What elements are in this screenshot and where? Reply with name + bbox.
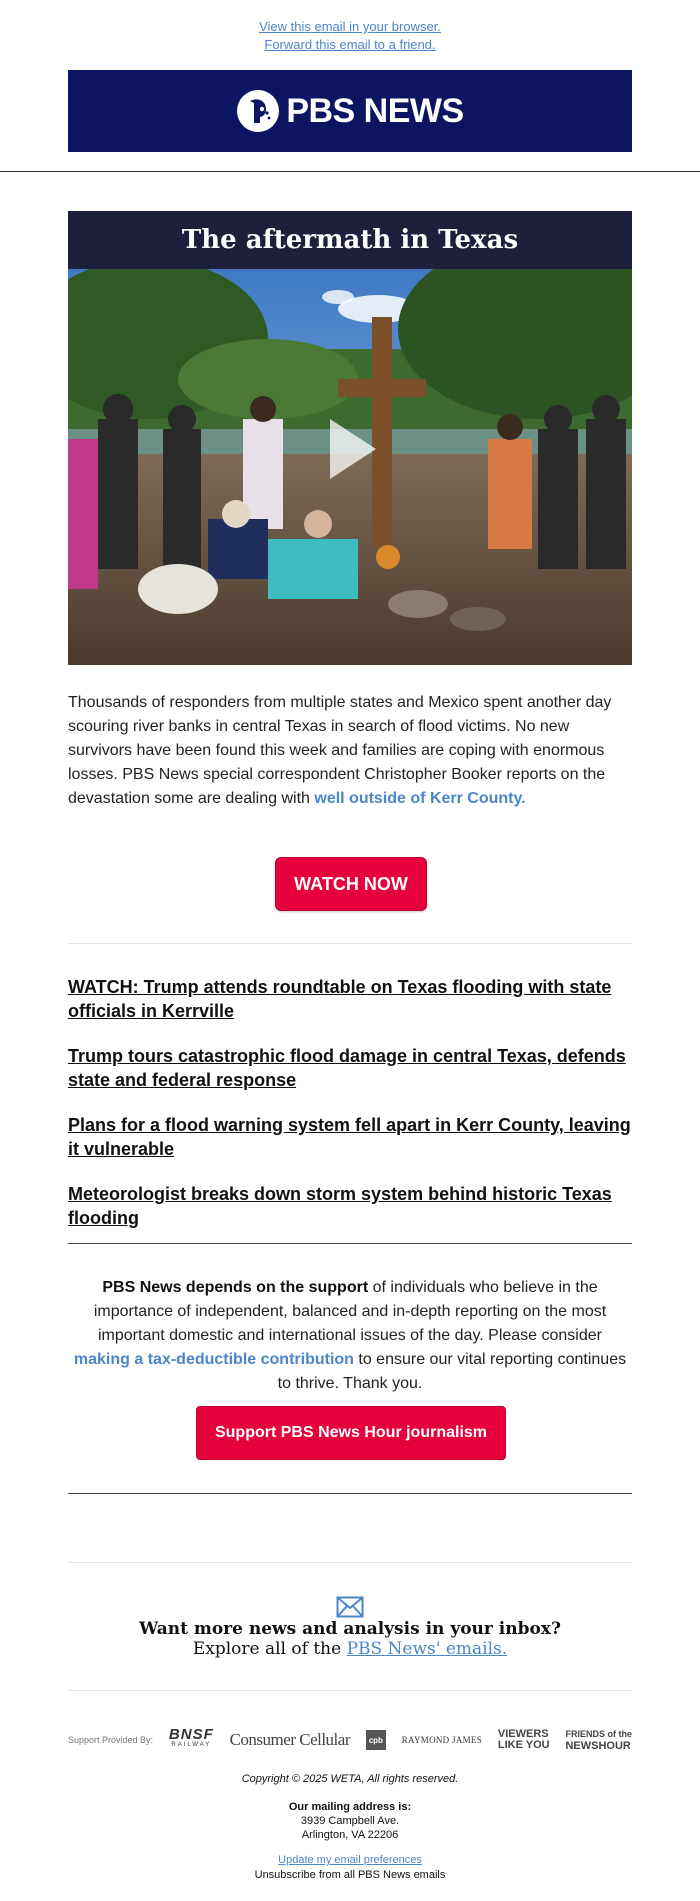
newsletter-divider-bottom	[68, 1690, 632, 1691]
sponsor-label: Support Provided By:	[68, 1735, 154, 1745]
newsletter-explore	[68, 1639, 632, 1659]
headline-item	[68, 1044, 632, 1092]
headline-item	[68, 975, 632, 1023]
cpb-logo[interactable]: cpb	[366, 1730, 386, 1750]
feature-title-bar	[68, 211, 632, 269]
support-lead: PBS News depends on the support	[102, 1279, 369, 1296]
viewers-line-2: LIKE YOU	[497, 1739, 550, 1751]
sponsor-strip	[68, 1726, 632, 1754]
consumer-cellular-logo[interactable]: Consumer Cellular	[229, 1730, 350, 1749]
related-headlines	[68, 975, 632, 1251]
support-journalism-button[interactable]: Support PBS News Hour journalism	[196, 1406, 506, 1460]
newsletter-explore-text: Explore all of the	[192, 1639, 347, 1659]
address-line-1: 3939 Campbell Ave.	[300, 1815, 400, 1827]
bnsf-subtitle: RAILWAY	[171, 1742, 212, 1748]
watch-now-button[interactable]: WATCH NOW	[275, 857, 427, 911]
pbs-head-icon	[236, 89, 280, 133]
feature-story-text: Thousands of responders from multiple states and Mexico spent another day scouring river banks in central Texas in search of flood victims. No new survivors have been found this week and families are coping with enormous losses. PBS News special correspondent Christopher Booker reports on the devastation some are dealing with	[68, 694, 612, 807]
bnsf-logo[interactable]	[168, 1726, 214, 1750]
address-line-2: Arlington, VA 22206	[301, 1829, 399, 1841]
header-divider	[0, 171, 700, 172]
friends-of-newshour-logo[interactable]	[565, 1728, 632, 1752]
viewers-line-1: VIEWERS	[497, 1728, 549, 1740]
pbs-news-logo[interactable]	[236, 89, 463, 133]
update-preferences-link[interactable]: Update my email preferences	[278, 1854, 422, 1866]
feature-story	[68, 691, 632, 811]
mailing-label: Our mailing address is:	[288, 1801, 412, 1813]
raymond-james-logo[interactable]: RAYMOND JAMES	[401, 1735, 483, 1745]
envelope-icon	[336, 1596, 364, 1618]
support-message	[68, 1276, 632, 1396]
newsletter-promo	[68, 1619, 632, 1659]
headline-link[interactable]: Trump tours catastrophic flood damage in central Texas, defends state and federal response	[68, 1046, 626, 1090]
newsletter-question: Want more news and analysis in your inbox?	[139, 1619, 561, 1639]
feature-video-thumbnail[interactable]	[68, 269, 632, 665]
feature-title: The aftermath in Texas	[181, 225, 519, 255]
viewers-like-you-logo[interactable]	[498, 1729, 550, 1751]
support-divider-top	[68, 1243, 632, 1244]
headline-link[interactable]: WATCH: Trump attends roundtable on Texas flooding with state officials in Kerrville	[68, 977, 612, 1021]
forward-email-link[interactable]: Forward this email to a friend.	[264, 37, 436, 52]
headline-item	[68, 1182, 632, 1230]
header-banner[interactable]	[68, 70, 632, 152]
view-in-browser-link[interactable]: View this email in your browser.	[259, 19, 441, 34]
pbs-emails-link[interactable]: PBS News' emails.	[346, 1639, 508, 1659]
unsubscribe-link[interactable]: Unsubscribe from all PBS News emails	[254, 1869, 446, 1881]
kerr-county-link[interactable]: well outside of Kerr County.	[314, 790, 526, 807]
unsubscribe-row	[0, 1868, 700, 1882]
bnsf-wordmark: BNSF	[168, 1726, 214, 1743]
brand-wordmark: PBS NEWS	[286, 91, 464, 130]
section-divider	[68, 943, 632, 944]
headline-link[interactable]: Plans for a flood warning system fell apart in Kerr County, leaving it vulnerable	[68, 1115, 631, 1159]
headline-item	[68, 1113, 632, 1161]
support-text-1: of individuals who believe in the importance of independent, balanced and in-depth reporting on the most important domestic and international issues of the day. Please consider	[93, 1279, 607, 1344]
headline-link[interactable]: Meteorologist breaks down storm system behind historic Texas flooding	[68, 1184, 612, 1228]
friends-line-1: FRIENDS of the	[565, 1729, 632, 1739]
support-text-2: to ensure our vital reporting continues to thrive. Thank you.	[277, 1351, 627, 1392]
preferences-row	[0, 1853, 700, 1867]
copyright: Copyright © 2025 WETA, All rights reserved.	[241, 1773, 459, 1785]
support-divider-bottom	[68, 1493, 632, 1494]
newsletter-divider-top	[68, 1562, 632, 1563]
contribution-link[interactable]: making a tax-deductible contribution	[73, 1351, 354, 1368]
top-links	[0, 18, 700, 54]
friends-line-2: NEWSHOUR	[565, 1740, 631, 1752]
